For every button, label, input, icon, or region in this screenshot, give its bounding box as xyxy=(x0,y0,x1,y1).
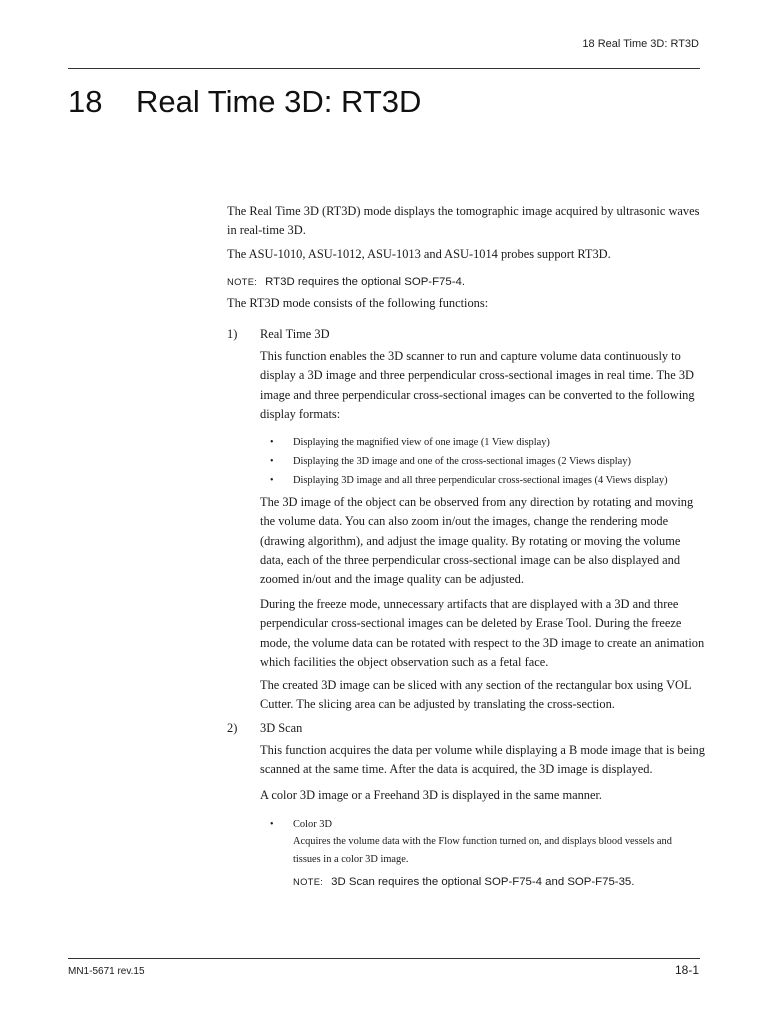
text-line: (drawing algorithm), and adjust the image quality. By rotating or moving the volume xyxy=(260,533,681,548)
list-item: • Displaying 3D image and all three perpendicular cross-sectional images (4 Views display) xyxy=(270,471,668,490)
bullet-icon: • xyxy=(270,456,274,467)
text-line: tissues in a color 3D image. xyxy=(293,853,409,865)
text-line: The created 3D image can be sliced with any section of the rectangular box using VOL xyxy=(260,678,692,692)
bullet-icon: • xyxy=(270,819,274,830)
item2-paragraph-2: A color 3D image or a Freehand 3D is displayed in the same manner. xyxy=(260,788,603,802)
display-format-list xyxy=(270,433,668,490)
text-line: This function acquires the data per volume while displaying a B mode image that is being xyxy=(260,743,705,757)
bullet-title: Color 3D xyxy=(293,819,332,830)
color-3d-list xyxy=(270,815,332,834)
text-line: Acquires the volume data with the Flow function turned on, and displays blood vessels and xyxy=(293,836,672,847)
text-line: image and three perpendicular cross-sectional images can be converted to the following xyxy=(260,387,695,402)
text-line: data, each of the three perpendicular cross-sectional image can be also displayed and xyxy=(260,552,681,567)
item-number: 2) xyxy=(227,721,238,735)
item-number: 1) xyxy=(227,327,238,341)
text-line: This function enables the 3D scanner to run and capture volume data continuously to xyxy=(260,349,681,363)
text-line: the volume data. You can also zoom in/out the images, change the rendering mode xyxy=(260,514,669,529)
list-item xyxy=(270,815,332,834)
intro-paragraph-2: The ASU-1010, ASU-1012, ASU-1013 and ASU-1014 probes support RT3D. xyxy=(227,247,611,261)
page-number: 18-1 xyxy=(674,963,699,977)
note-label: NOTE: xyxy=(293,876,324,887)
note-text: 3D Scan requires the optional SOP-F75-4 and SOP-F75-35. xyxy=(331,876,635,888)
color-3d-description xyxy=(293,833,672,868)
text-line: The 3D image of the object can be observed from any direction by rotating and moving xyxy=(260,495,694,509)
text-line: scanned at the same time. After the data is acquired, the 3D image is displayed. xyxy=(260,762,653,777)
header-rule xyxy=(68,68,700,69)
item1-paragraph-1 xyxy=(260,347,695,424)
text-line: zoomed in/out and the image quality can be adjusted. xyxy=(260,572,524,587)
item-title-real-time-3d: Real Time 3D xyxy=(260,327,330,341)
chapter-number: 18 xyxy=(68,84,103,119)
running-header: 18 Real Time 3D: RT3D xyxy=(582,38,699,50)
note-rt3d xyxy=(227,272,465,290)
item1-paragraph-4 xyxy=(260,676,692,715)
item-title-3d-scan: 3D Scan xyxy=(260,721,303,735)
note-3d-scan xyxy=(293,872,634,890)
text-line: perpendicular cross-sectional images can be deleted by Erase Tool. During the freeze xyxy=(260,616,682,631)
item2-paragraph-1 xyxy=(260,741,705,780)
text-line: display a 3D image and three perpendicular cross-sectional images in real time. The 3D xyxy=(260,368,694,383)
text-line: During the freeze mode, unnecessary artifacts that are displayed with a 3D and three xyxy=(260,597,679,611)
text-line: mode, the volume data can be rotated with respect to the 3D image to create an animation xyxy=(260,635,705,650)
item1-paragraph-2 xyxy=(260,493,693,589)
bullet-icon: • xyxy=(270,437,274,448)
text-line: in real-time 3D. xyxy=(227,223,306,238)
footer-rule xyxy=(68,958,700,959)
intro-paragraph-3: The RT3D mode consists of the following functions: xyxy=(227,296,489,310)
item1-paragraph-3 xyxy=(260,595,704,672)
text-line: The Real Time 3D (RT3D) mode displays the tomographic image acquired by ultrasonic waves xyxy=(227,204,700,218)
list-item: • Displaying the magnified view of one image (1 View display) xyxy=(270,433,668,452)
intro-paragraph-1 xyxy=(227,202,699,241)
chapter-title: Real Time 3D: RT3D xyxy=(136,84,422,119)
note-text: RT3D requires the optional SOP-F75-4. xyxy=(265,276,466,288)
text-line: display formats: xyxy=(260,406,341,421)
text-line: which facilities the object observation such as a fetal face. xyxy=(260,654,549,669)
document-id: MN1-5671 rev.15 xyxy=(68,966,145,977)
list-item: • Displaying the 3D image and one of the cross-sectional images (2 Views display) xyxy=(270,452,668,471)
note-label: NOTE: xyxy=(227,276,258,287)
text-line: Cutter. The slicing area can be adjusted by translating the cross-section. xyxy=(260,697,615,712)
bullet-icon: • xyxy=(270,475,274,486)
